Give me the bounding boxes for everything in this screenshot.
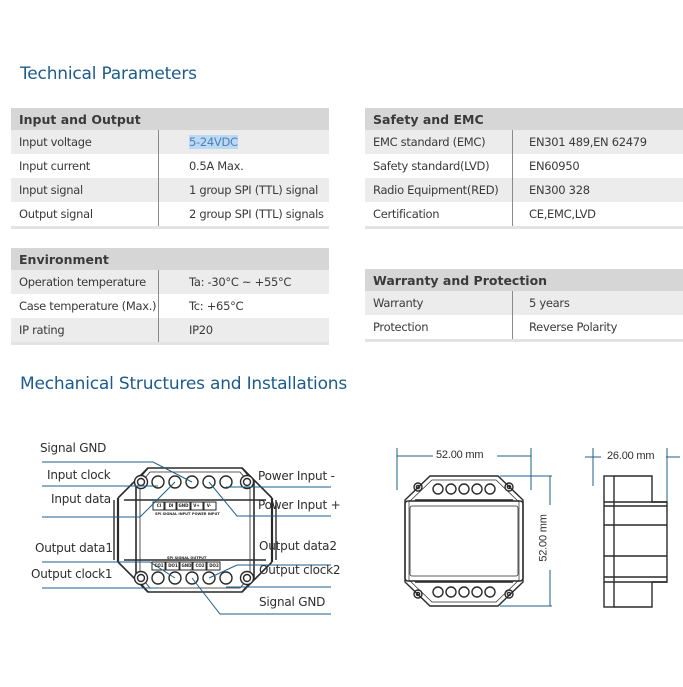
table-row xyxy=(365,291,683,315)
technical-parameters-title: Technical Parameters xyxy=(20,64,197,84)
label-power-input-plus: Power Input + xyxy=(258,498,340,512)
row-label: Warranty xyxy=(365,291,513,315)
mechanical-structures-title: Mechanical Structures and Installations xyxy=(20,374,347,394)
table-header: Safety and EMC xyxy=(365,108,683,130)
row-value: EN300 328 xyxy=(513,178,683,202)
table-row xyxy=(365,202,683,228)
row-value: CE,EMC,LVD xyxy=(513,202,683,228)
row-label: Input current xyxy=(11,154,159,178)
row-label: Case temperature (Max.) xyxy=(11,294,159,318)
depth-dimension: 26.00 mm xyxy=(607,450,654,462)
row-label: Safety standard(LVD) xyxy=(365,154,513,178)
input-output-table xyxy=(11,108,329,229)
row-value: Tc: +65°C xyxy=(159,294,330,318)
row-label: Protection xyxy=(365,315,513,341)
row-label: Output signal xyxy=(11,202,159,228)
table-row xyxy=(365,178,683,202)
table-header: Environment xyxy=(11,248,329,270)
label-power-input-minus: Power Input - xyxy=(258,469,335,483)
mechanical-diagrams xyxy=(0,420,683,683)
row-label: Certification xyxy=(365,202,513,228)
row-value: EN301 489,EN 62479 xyxy=(513,130,683,154)
table-row xyxy=(11,154,329,178)
row-label: Radio Equipment(RED) xyxy=(365,178,513,202)
warranty-table xyxy=(365,269,683,342)
width-dimension: 52.00 mm xyxy=(436,449,483,461)
table-header: Input and Output xyxy=(11,108,329,130)
spi-signal-input-label: SPI SIGNAL INPUT xyxy=(155,512,190,516)
label-output-clock1: Output clock1 xyxy=(31,567,112,581)
power-input-label: POWER INPUT xyxy=(192,512,220,516)
front-view xyxy=(405,476,523,606)
bottom-terminal-labels: CO1 DO1 GND CO2 DO2 xyxy=(152,563,221,568)
row-value: 5 years xyxy=(513,291,683,315)
table-row xyxy=(11,270,329,294)
table-row xyxy=(365,130,683,154)
row-value: 2 group SPI (TTL) signals xyxy=(159,202,330,228)
row-value: IP20 xyxy=(159,318,330,344)
environment-table xyxy=(11,248,329,345)
row-value: Reverse Polarity xyxy=(513,315,683,341)
label-input-clock: Input clock xyxy=(47,468,111,482)
row-value: 1 group SPI (TTL) signal xyxy=(159,178,330,202)
side-view xyxy=(604,476,667,607)
table-header: Warranty and Protection xyxy=(365,269,683,291)
table-row xyxy=(11,130,329,154)
row-label: Input signal xyxy=(11,178,159,202)
row-value: Ta: -30°C ~ +55°C xyxy=(159,270,330,294)
row-label: Operation temperature xyxy=(11,270,159,294)
table-row xyxy=(11,318,329,344)
row-label: Input voltage xyxy=(11,130,159,154)
row-value: 0.5A Max. xyxy=(159,154,330,178)
row-value[interactable] xyxy=(159,130,330,154)
height-dimension: 52.00 mm xyxy=(538,514,550,561)
label-signal-gnd-top: Signal GND xyxy=(40,441,106,455)
table-row xyxy=(365,154,683,178)
row-label: IP rating xyxy=(11,318,159,344)
table-row xyxy=(11,294,329,318)
selected-value[interactable]: 5-24VDC xyxy=(189,135,238,149)
label-output-data1: Output data1 xyxy=(35,541,113,555)
spi-signal-output-label: SPI SIGNAL OUTPUT xyxy=(167,556,206,560)
label-signal-gnd-bottom: Signal GND xyxy=(259,595,325,609)
label-input-data: Input data xyxy=(51,492,111,506)
bottom-terminal-holes xyxy=(135,572,254,585)
top-terminal-labels: CI DI GND V+ V- xyxy=(153,503,215,508)
table-row xyxy=(365,315,683,341)
safety-emc-table xyxy=(365,108,683,229)
label-output-data2: Output data2 xyxy=(259,539,337,553)
label-output-clock2: Output clock2 xyxy=(259,563,340,577)
row-label: EMC standard (EMC) xyxy=(365,130,513,154)
table-row xyxy=(11,178,329,202)
table-row xyxy=(11,202,329,228)
row-value: EN60950 xyxy=(513,154,683,178)
